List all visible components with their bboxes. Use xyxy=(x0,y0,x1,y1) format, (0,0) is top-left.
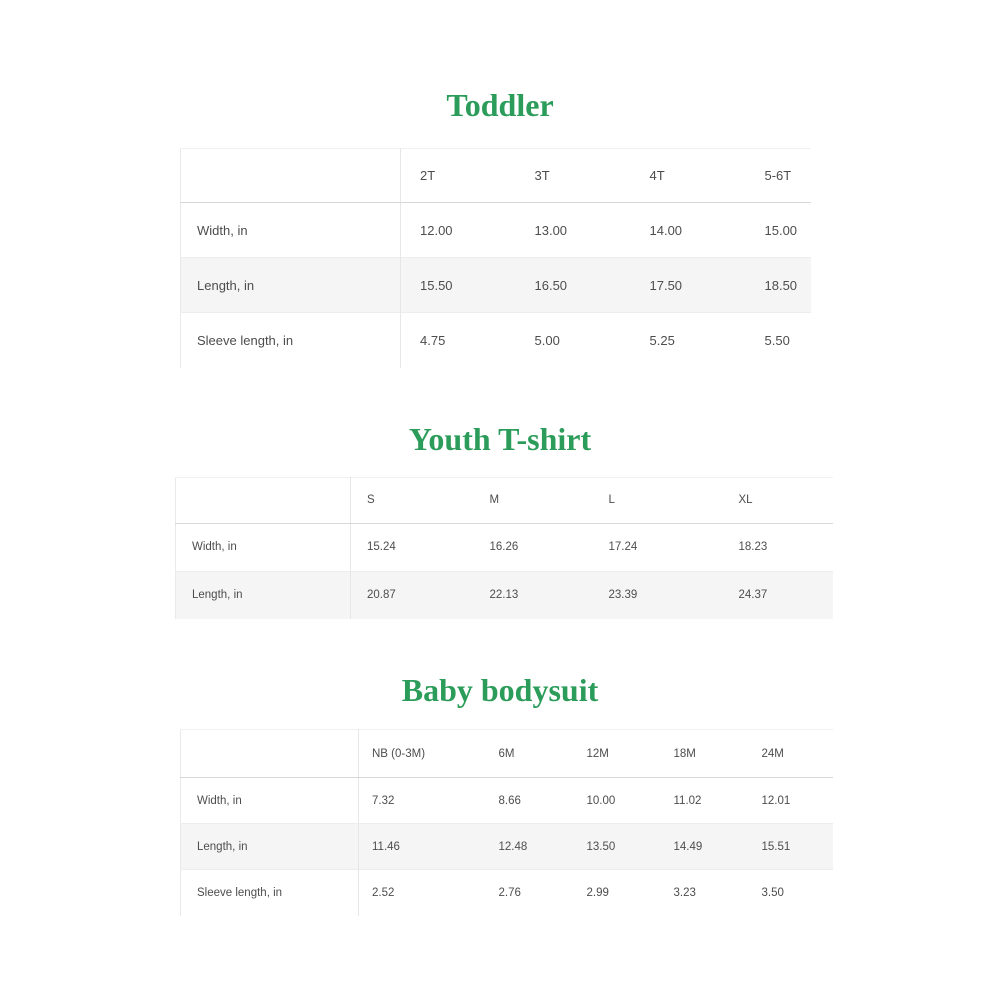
row-label-header-cell xyxy=(181,149,401,203)
youth-table-wrap xyxy=(175,477,832,620)
measurement-cell: 12.01 xyxy=(761,794,791,807)
measurement-cell: 20.87 xyxy=(351,571,474,619)
size-column-header: 6M xyxy=(486,730,574,778)
measurement-cell: 5.25 xyxy=(631,313,746,368)
size-column-header: 12M xyxy=(574,730,661,778)
measurement-cell: 5.00 xyxy=(516,313,631,368)
row-label: Length, in xyxy=(181,258,401,313)
row-label: Width, in xyxy=(181,778,359,824)
measurement-cell: 17.24 xyxy=(608,541,638,553)
baby-table-wrap xyxy=(180,729,832,916)
size-column-header: 18M xyxy=(661,730,749,778)
measurement-row xyxy=(176,571,833,619)
measurement-cell: 16.26 xyxy=(489,541,519,553)
measurement-row xyxy=(176,523,833,571)
toddler-section xyxy=(0,0,1000,368)
row-label-header-cell xyxy=(181,730,359,778)
measurement-cell: 3.23 xyxy=(661,870,749,916)
toddler-table-wrap xyxy=(180,148,810,368)
toddler-section-title: Toddler xyxy=(446,87,554,123)
row-label: Sleeve length, in xyxy=(181,870,359,916)
size-column-header: M xyxy=(474,477,593,523)
measurement-cell: 5.50 xyxy=(746,313,811,368)
youth-tshirt-section-title: Youth T-shirt xyxy=(408,420,592,457)
measurement-cell: 7.32 xyxy=(372,794,395,807)
measurement-row xyxy=(181,870,833,916)
size-column-header: NB (0-3M) xyxy=(359,730,486,778)
measurement-cell: 14.49 xyxy=(661,824,749,870)
toddler-size-table xyxy=(180,148,811,368)
youth-tshirt-section xyxy=(0,368,1000,620)
measurement-cell: 2.52 xyxy=(359,870,486,916)
measurement-cell: 13.00 xyxy=(534,222,568,238)
measurement-cell: 2.99 xyxy=(574,870,661,916)
row-label: Width, in xyxy=(181,203,401,258)
header-row xyxy=(181,149,811,203)
size-column-header: 3T xyxy=(516,149,631,203)
measurement-cell: 12.48 xyxy=(486,824,574,870)
row-label: Length, in xyxy=(181,824,359,870)
baby-bodysuit-section xyxy=(0,619,1000,916)
measurement-cell: 11.02 xyxy=(673,794,702,807)
row-label-header-cell xyxy=(176,477,351,523)
measurement-cell: 15.00 xyxy=(764,222,798,238)
measurement-cell: 18.23 xyxy=(738,541,768,553)
measurement-cell: 11.46 xyxy=(359,824,486,870)
measurement-cell: 15.51 xyxy=(749,824,833,870)
size-column-header: S xyxy=(351,477,474,523)
row-label: Length, in xyxy=(176,571,351,619)
measurement-cell: 14.00 xyxy=(649,222,683,238)
row-label: Sleeve length, in xyxy=(181,313,401,368)
size-column-header: 24M xyxy=(749,730,833,778)
measurement-cell: 10.00 xyxy=(586,794,616,807)
measurement-cell: 13.50 xyxy=(574,824,661,870)
size-column-header: 2T xyxy=(401,149,516,203)
measurement-cell: 2.76 xyxy=(486,870,574,916)
row-label: Width, in xyxy=(176,523,351,571)
measurement-row xyxy=(181,313,811,368)
measurement-cell: 23.39 xyxy=(593,571,723,619)
measurement-row xyxy=(181,778,833,824)
size-column-header: XL xyxy=(723,477,833,523)
measurement-cell: 15.50 xyxy=(401,258,516,313)
measurement-row xyxy=(181,203,811,258)
measurement-row xyxy=(181,258,811,313)
measurement-cell: 3.50 xyxy=(749,870,833,916)
measurement-cell: 16.50 xyxy=(516,258,631,313)
baby-bodysuit-section-title: Baby bodysuit xyxy=(401,672,599,708)
measurement-cell: 22.13 xyxy=(474,571,593,619)
measurement-cell: 17.50 xyxy=(631,258,746,313)
size-column-header: 5-6T xyxy=(746,149,811,203)
size-column-header: 4T xyxy=(631,149,746,203)
measurement-row xyxy=(181,824,833,870)
baby-size-table xyxy=(180,729,833,916)
youth-size-table xyxy=(175,477,833,620)
measurement-cell: 12.00 xyxy=(420,222,453,238)
header-row xyxy=(181,730,833,778)
measurement-cell: 8.66 xyxy=(498,794,521,807)
measurement-cell: 4.75 xyxy=(401,313,516,368)
measurement-cell: 24.37 xyxy=(723,571,833,619)
size-column-header: L xyxy=(593,477,723,523)
measurement-cell: 18.50 xyxy=(746,258,811,313)
measurement-cell: 15.24 xyxy=(367,541,396,553)
header-row xyxy=(176,477,833,523)
